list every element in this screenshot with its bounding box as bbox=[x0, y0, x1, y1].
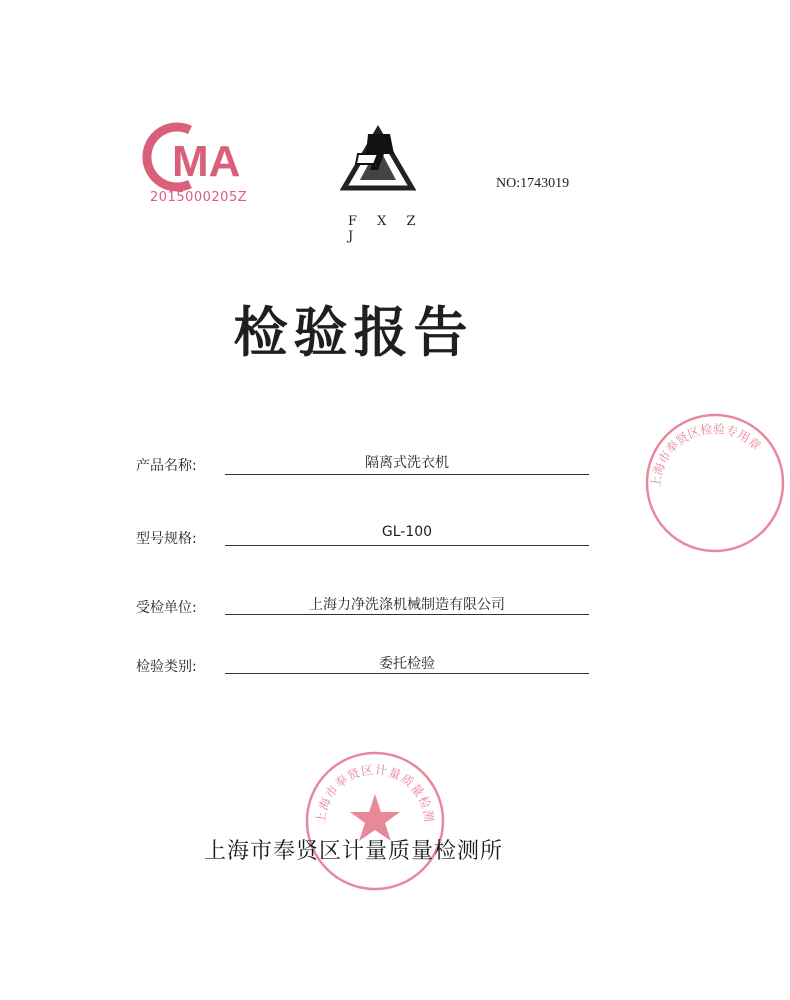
cma-logo-text: MA bbox=[172, 137, 241, 186]
seal-right-text: 上海市奉贤区检验专用章 bbox=[648, 421, 764, 489]
product-name-underline bbox=[225, 474, 589, 475]
inspection-type-label: 检验类别: bbox=[136, 659, 197, 675]
fxzj-text: F X Z J bbox=[348, 214, 424, 244]
seal-stamp-right bbox=[640, 408, 790, 558]
fxzj-logo bbox=[338, 124, 418, 194]
product-name-value: 隔离式洗衣机 bbox=[365, 455, 449, 471]
product-name-label: 产品名称: bbox=[136, 458, 197, 474]
seal-bottom-text: 上海市奉贤区计量质量检测 bbox=[313, 762, 437, 825]
svg-text:上海市奉贤区检验专用章 bbox=[648, 421, 764, 489]
model-spec-label: 型号规格: bbox=[136, 531, 197, 547]
model-spec-underline bbox=[225, 545, 589, 546]
inspected-unit-value: 上海力净洗涤机械制造有限公司 bbox=[309, 597, 505, 613]
inspection-type-value: 委托检验 bbox=[379, 656, 435, 672]
seal-stamp-bottom bbox=[300, 746, 450, 896]
report-number: NO:1743019 bbox=[496, 176, 570, 191]
organization-name: 上海市奉贤区计量质量检测所 bbox=[203, 839, 503, 864]
inspection-type-underline bbox=[225, 673, 589, 674]
inspected-unit-underline bbox=[225, 614, 589, 615]
model-spec-value: GL-100 bbox=[381, 524, 433, 540]
cma-number: 2015000205Z bbox=[150, 190, 248, 205]
inspected-unit-label: 受检单位: bbox=[136, 600, 197, 616]
page-title: 检验报告 bbox=[233, 301, 474, 364]
